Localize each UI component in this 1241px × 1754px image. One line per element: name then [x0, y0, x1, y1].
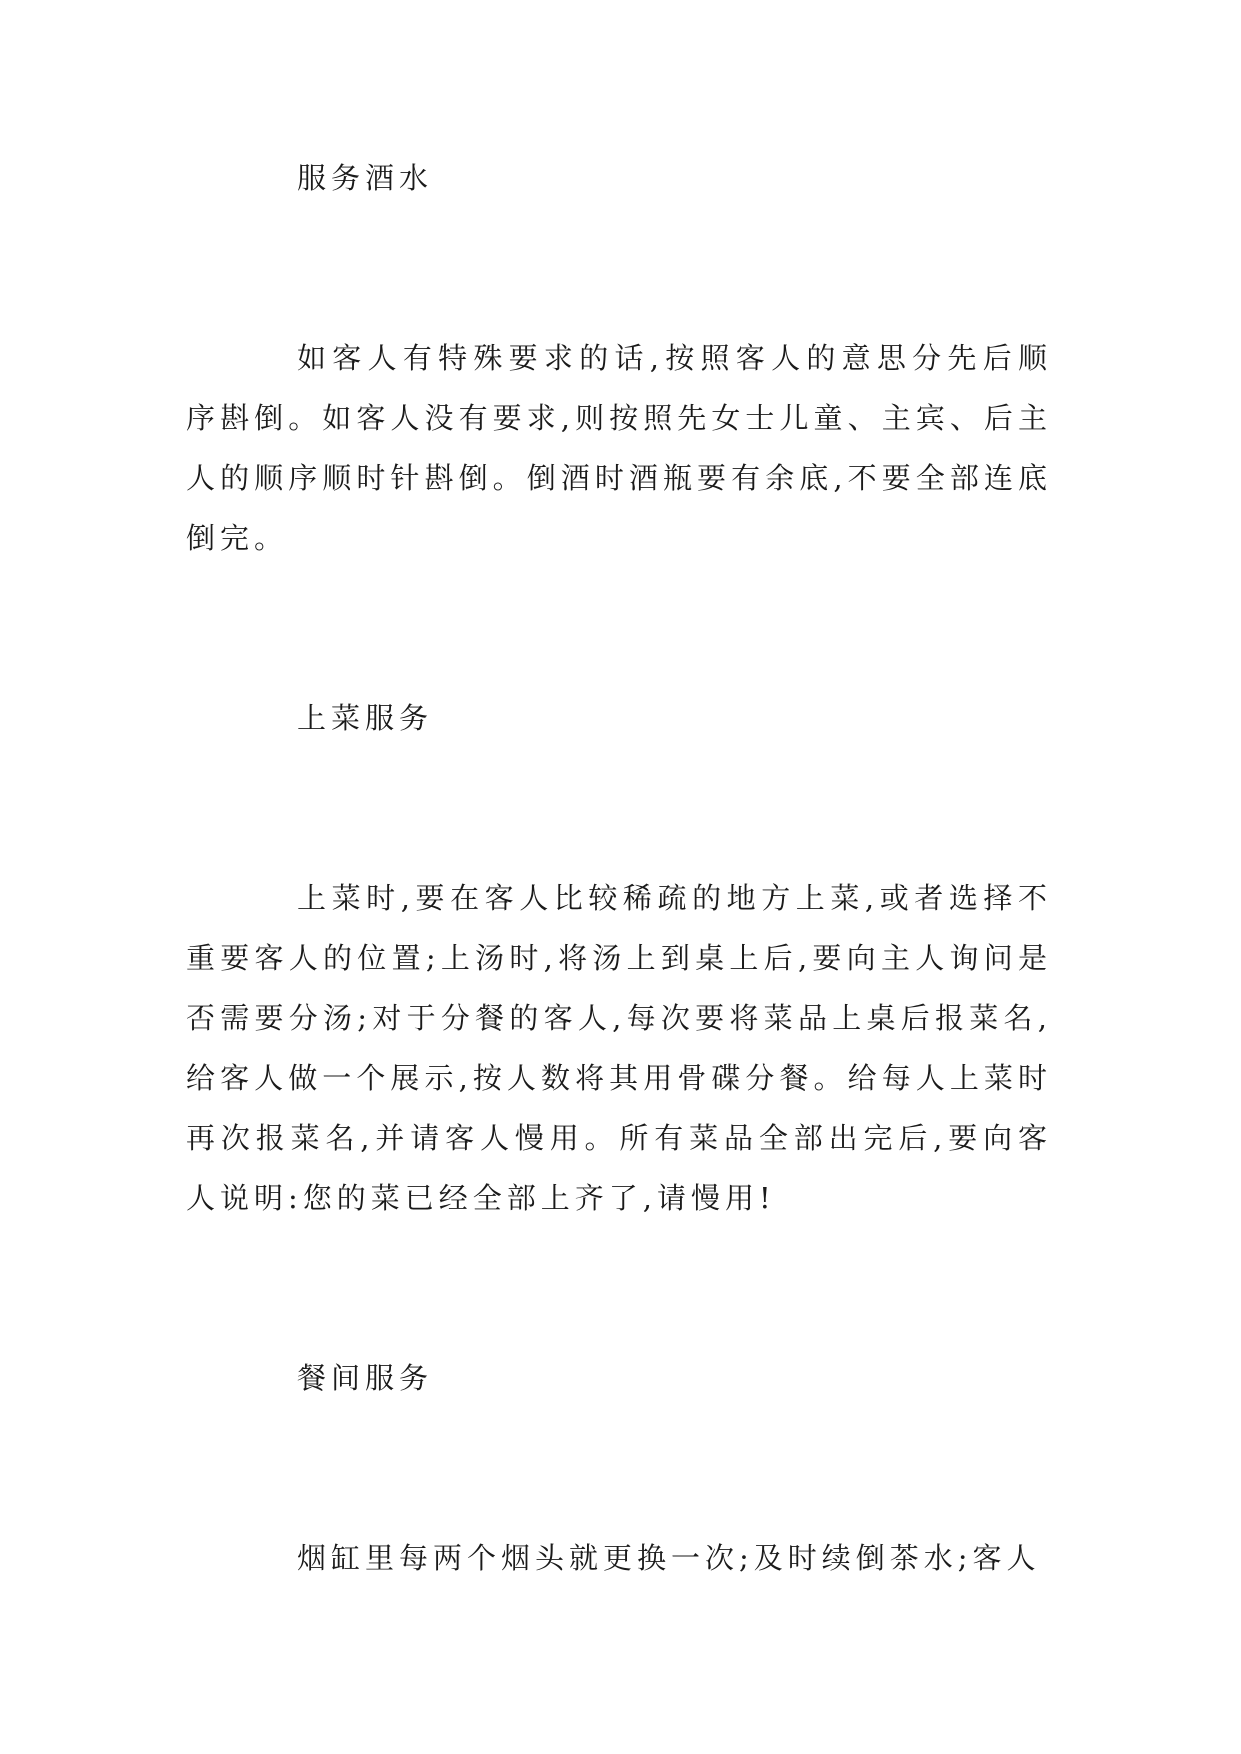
spacer	[186, 1228, 1052, 1348]
spacer	[186, 568, 1052, 688]
section-heading-serving-dishes: 上菜服务	[297, 701, 434, 735]
section-paragraph-during-meal: 烟缸里每两个烟头就更换一次;及时续倒茶水;客人	[297, 1541, 1041, 1575]
spacer	[186, 748, 1052, 868]
spacer	[186, 208, 1052, 328]
spacer	[186, 1408, 1052, 1528]
section-heading-drinks: 服务酒水	[297, 161, 434, 195]
section-heading-during-meal: 餐间服务	[297, 1361, 434, 1395]
section-paragraph-drinks: 如客人有特殊要求的话,按照客人的意思分先后顺序斟倒。如客人没有要求,则按照先女士儿童、主宾、后主人的顺序顺时针斟倒。倒酒时酒瓶要有余底,不要全部连底倒完。	[186, 341, 1052, 555]
section-paragraph-serving-dishes: 上菜时,要在客人比较稀疏的地方上菜,或者选择不重要客人的位置;上汤时,将汤上到桌上后,要向主人询问是否需要分汤;对于分餐的客人,每次要将菜品上桌后报菜名,给客人做一个展示,按人数将其用骨碟分餐。给每人上菜时再次报菜名,并请客人慢用。所有菜品全部出完后,要向客人说明:您的菜已经全部上齐了,请慢用!	[186, 881, 1052, 1215]
document-body	[186, 148, 1052, 1588]
